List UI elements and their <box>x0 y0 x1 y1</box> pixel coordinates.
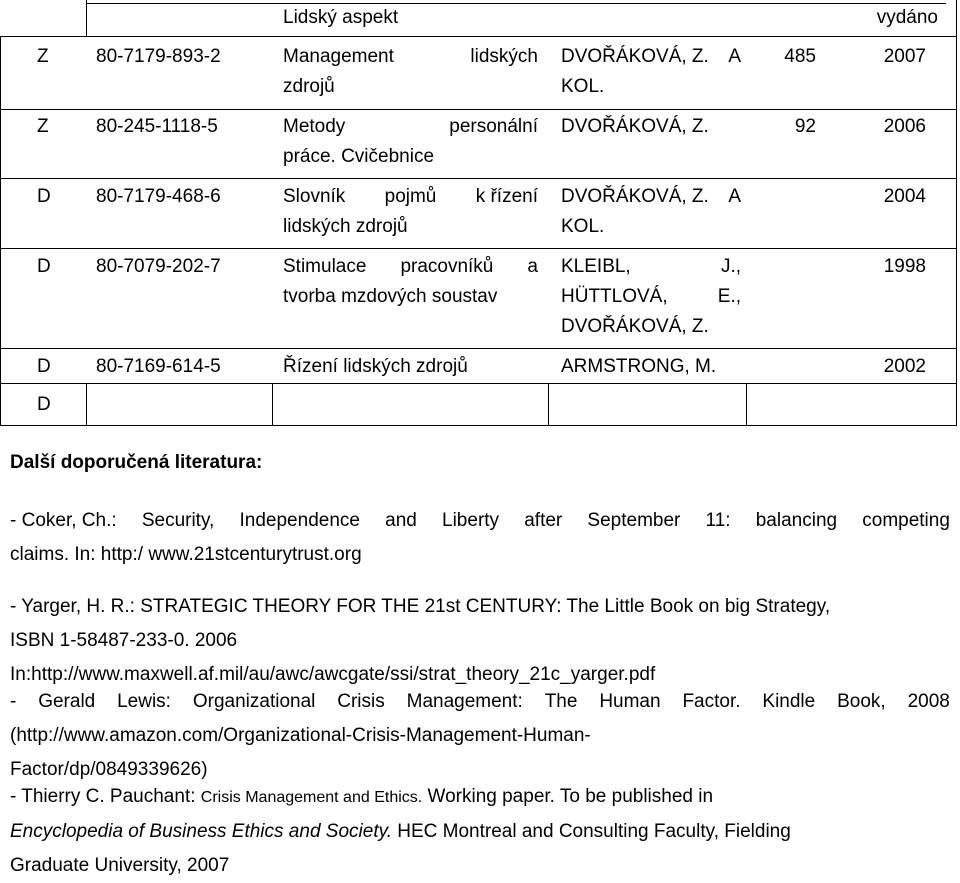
row-code: Z <box>37 46 49 67</box>
row-year: 2006 <box>883 116 926 137</box>
row-pages: 485 <box>784 46 816 67</box>
literature-heading: Další doporučená literatura: <box>10 452 263 473</box>
row-author: HÜTTLOVÁ, E., <box>561 286 741 307</box>
reference-link[interactable]: Factor/dp/0849339626) <box>10 759 208 780</box>
row-year: 2004 <box>883 186 926 207</box>
row-title: Stimulace pracovníků a <box>283 256 538 277</box>
header-title: Lidský aspekt <box>283 7 399 28</box>
table-rule <box>272 383 273 426</box>
row-title: Slovník pojmů k řízení <box>283 186 538 207</box>
row-title: zdrojů <box>283 76 335 97</box>
row-title: Řízení lidských zdrojů <box>283 356 468 377</box>
reference-link[interactable]: (http://www.amazon.com/Organizational-Crisis-Management-Human- <box>10 725 591 746</box>
table-rule <box>0 36 1 426</box>
reference-coker <box>10 504 950 572</box>
row-code: D <box>37 186 51 207</box>
row-title: Management lidských <box>283 46 538 67</box>
table-rule <box>746 383 747 426</box>
row-author: DVOŘÁKOVÁ, Z. <box>561 316 709 337</box>
reference-line: Encyclopedia of Business Ethics and Society. HEC Montreal and Consulting Faculty, Fielding <box>10 821 791 842</box>
row-year: 2007 <box>883 46 926 67</box>
row-isbn: 80-7169-614-5 <box>96 356 221 377</box>
table-rule <box>956 0 957 426</box>
row-isbn: 80-7179-893-2 <box>96 46 221 67</box>
row-code: D <box>37 356 51 377</box>
row-pages: 92 <box>794 116 816 137</box>
row-year: 2002 <box>883 356 926 377</box>
row-author: ARMSTRONG, M. <box>561 356 717 377</box>
row-title: lidských zdrojů <box>283 216 408 237</box>
reference-lewis <box>10 685 950 787</box>
reference-yarger <box>10 590 950 692</box>
table-rule <box>0 36 957 37</box>
row-title: tvorba mzdových soustav <box>283 286 498 307</box>
reference-link[interactable]: In:http://www.maxwell.af.mil/au/awc/awcgate/ssi/strat_theory_21c_yarger.pdf <box>10 664 656 685</box>
row-author: KOL. <box>561 216 605 237</box>
row-isbn: 80-7179-468-6 <box>96 186 221 207</box>
row-code: Z <box>37 116 49 137</box>
row-author: KOL. <box>561 76 605 97</box>
header-year: vydáno <box>876 7 938 28</box>
row-title: práce. Cvičebnice <box>283 146 435 167</box>
reference-line: ISBN 1-58487-233-0. 2006 <box>10 630 238 651</box>
reference-line: - Coker, Ch.: Security, Independence and Liberty after September 11: balancing competing <box>10 510 950 531</box>
reference-line: claims. In: http:/ www.21stcenturytrust.org <box>10 544 362 565</box>
row-author: KLEIBL, J., <box>561 256 741 277</box>
row-code: D <box>37 256 51 277</box>
row-author: DVOŘÁKOVÁ, Z. A <box>561 46 741 67</box>
row-author: DVOŘÁKOVÁ, Z. A <box>561 186 741 207</box>
book-table <box>0 0 960 426</box>
table-rule <box>548 383 549 426</box>
row-isbn: 80-245-1118-5 <box>96 116 218 137</box>
row-title: Metody personální <box>283 116 538 137</box>
reference-line: Graduate University, 2007 <box>10 855 230 876</box>
row-year: 1998 <box>883 256 926 277</box>
reference-line: - Yarger, H. R.: STRATEGIC THEORY FOR THE 21st CENTURY: The Little Book on big Strategy, <box>10 596 831 617</box>
reference-line: - Thierry C. Pauchant: Crisis Management and Ethics. Working paper. To be published in <box>10 786 714 807</box>
table-rule <box>86 383 87 426</box>
table-rule <box>0 248 957 249</box>
table-rule <box>86 0 87 36</box>
reference-line: - Gerald Lewis: Organizational Crisis Management: The Human Factor. Kindle Book, 2008 <box>10 691 950 712</box>
row-isbn: 80-7079-202-7 <box>96 256 221 277</box>
table-rule <box>0 425 957 426</box>
table-rule <box>0 178 957 179</box>
row-code: D <box>37 394 51 415</box>
table-rule <box>0 348 957 349</box>
row-author: DVOŘÁKOVÁ, Z. <box>561 116 709 137</box>
reference-pauchant <box>10 780 950 883</box>
table-rule <box>86 3 946 4</box>
